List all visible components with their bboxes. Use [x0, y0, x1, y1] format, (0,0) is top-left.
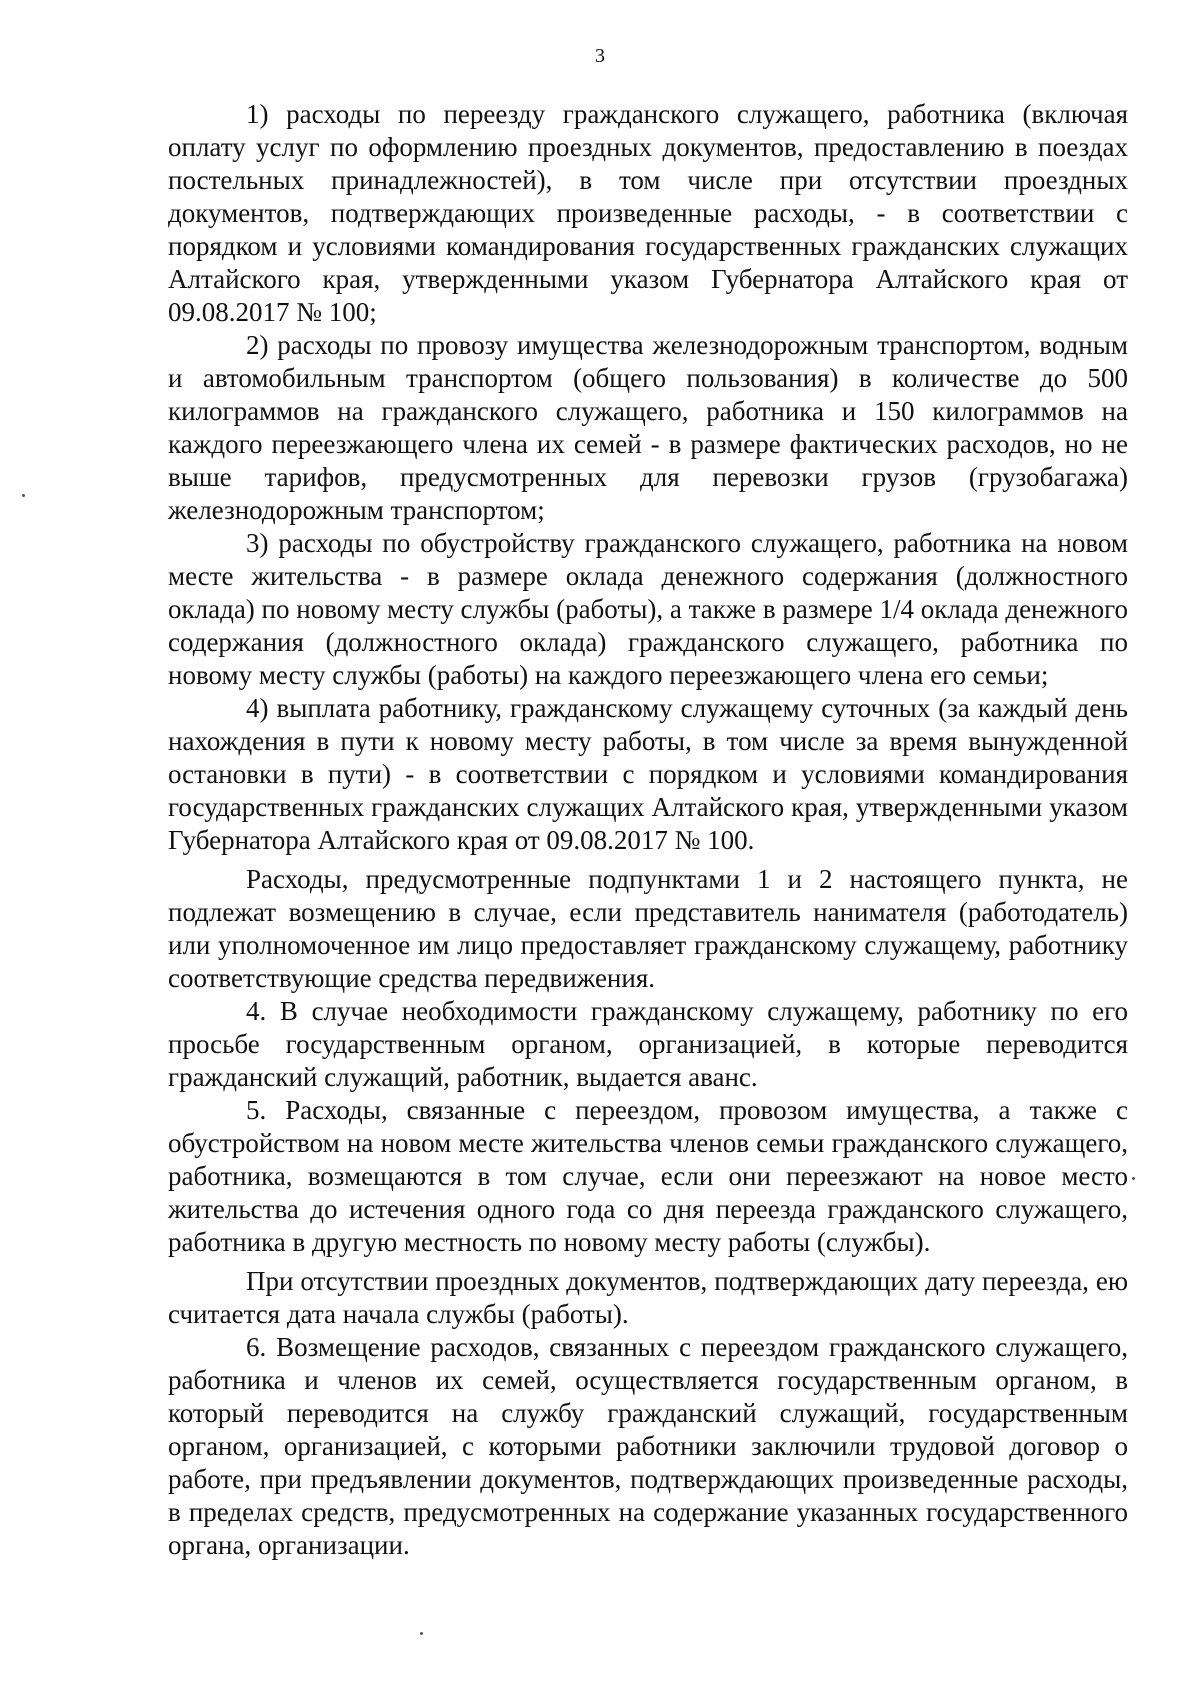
paragraph-move-date: При отсутствии проездных документов, подтверждающих дату переезда, ею считается дата начала службы (работы).	[168, 1266, 1128, 1329]
paragraph-clause-5-family: 5. Расходы, связанные с переездом, провозом имущества, а также с обустройством на новом месте жительства членов семьи гражданского служащего, работника, возмещаются в том случае, если они переезжают на новое место жительства до истечения одного года со дня переезда гражданского служащего, работника в другую местность по новому месту работы (службы).	[168, 1095, 1128, 1257]
page-number: 3	[595, 45, 605, 67]
document-body	[168, 98, 1128, 1562]
paragraph-daily-allowance: 4) выплата работнику, гражданскому служащему суточных (за каждый день нахождения в пути к новому месту работы, в том числе за время вынужденной остановки в пути) - в соответствии с порядком и условиями командирования государственных гражданских служащих Алтайского края, утвержденными указом Губернатора Алтайского края от 09.08.2017 № 100.	[168, 693, 1128, 855]
scan-speck	[1132, 1177, 1135, 1180]
paragraph-clause-4-advance: 4. В случае необходимости гражданскому служащему, работнику по его просьбе государственным органом, организацией, в которые переводится гражданский служащий, работник, выдается аванс.	[168, 996, 1128, 1092]
scan-speck	[420, 1632, 423, 1635]
paragraph-expense-settlement: 3) расходы по обустройству гражданского служащего, работника на новом месте жительства - в размере оклада денежного содержания (должностного оклада) по новому месту службы (работы), а также в размере 1/4 оклада денежного содержания (должностного оклада) гражданского служащего, работника по новому месту службы (работы) на каждого переезжающего члена его семьи;	[168, 528, 1128, 690]
paragraph-clause-6-reimbursement: 6. Возмещение расходов, связанных с переездом гражданского служащего, работника и членов их семей, осуществляется государственным органом, в который переводится на службу гражданский служащий, государственным органом, организацией, с которыми работники заключили трудовой договор о работе, при предъявлении документов, подтверждающих произведенные расходы, в пределах средств, предусмотренных на содержание указанных государственного органа, организации.	[168, 1332, 1128, 1560]
paragraph-non-reimbursable: Расходы, предусмотренные подпунктами 1 и 2 настоящего пункта, не подлежат возмещению в случае, если представитель нанимателя (работодатель) или уполномоченное им лицо предоставляет гражданскому служащему, работнику соответствующие средства передвижения.	[168, 864, 1128, 993]
paragraph-expense-relocation: 1) расходы по переезду гражданского служащего, работника (включая оплату услуг по оформлению проездных документов, предоставлению в поездах постельных принадлежностей), в том числе при отсутствии проездных документов, подтверждающих произведенные расходы, - в соответствии с порядком и условиями командирования государственных гражданских служащих Алтайского края, утвержденными указом Губернатора Алтайского края от 09.08.2017 № 100;	[168, 99, 1128, 327]
paragraph-expense-property-transport: 2) расходы по провозу имущества железнодорожным транспортом, водным и автомобильным транспортом (общего пользования) в количестве до 500 килограммов на гражданского служащего, работника и 150 килограммов на каждого переезжающего члена их семей - в размере фактических расходов, но не выше тарифов, предусмотренных для перевозки грузов (грузобагажа) железнодорожным транспортом;	[168, 330, 1128, 525]
scan-speck	[22, 494, 25, 497]
